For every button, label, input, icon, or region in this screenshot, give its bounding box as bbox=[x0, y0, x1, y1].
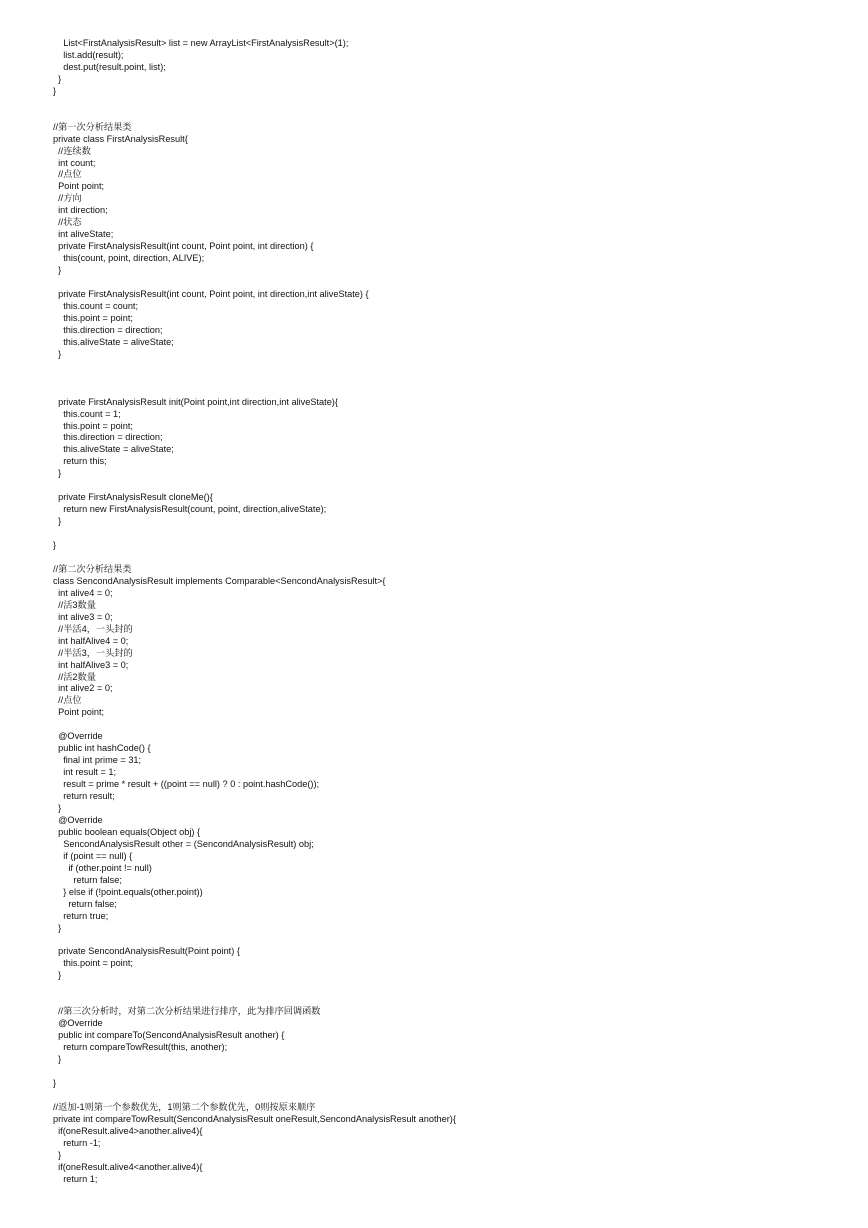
code-line: this.aliveState = aliveState; bbox=[53, 444, 174, 455]
code-line: int direction; bbox=[53, 205, 108, 216]
code-line: dest.put(result.point, list); bbox=[53, 61, 166, 72]
code-line: this.point = point; bbox=[53, 312, 133, 323]
code-line: } bbox=[53, 1077, 57, 1088]
code-line: private FirstAnalysisResult cloneMe(){ bbox=[53, 492, 213, 503]
code-line: //状态 bbox=[53, 217, 82, 228]
code-line: private class FirstAnalysisResult{ bbox=[53, 133, 188, 144]
code-line: int halfAlive3 = 0; bbox=[53, 659, 129, 670]
code-line: list.add(result); bbox=[53, 49, 124, 60]
code-line: private SencondAnalysisResult(Point point) { bbox=[53, 946, 240, 957]
code-line: int count; bbox=[53, 157, 96, 168]
code-line: } bbox=[53, 265, 62, 276]
code-line: @Override bbox=[53, 1018, 103, 1029]
code-line: @Override bbox=[53, 814, 103, 825]
code-line: this.count = 1; bbox=[53, 408, 121, 419]
code-line: } bbox=[53, 970, 62, 981]
code-line: int result = 1; bbox=[53, 767, 117, 778]
code-line: int aliveState; bbox=[53, 229, 114, 240]
code-line: public int compareTo(SencondAnalysisResult another) { bbox=[53, 1030, 285, 1041]
code-line bbox=[53, 719, 853, 731]
code-line: if (other.point != null) bbox=[53, 862, 152, 873]
code-line bbox=[53, 277, 853, 289]
code-line: this.direction = direction; bbox=[53, 432, 163, 443]
code-line bbox=[53, 982, 853, 994]
code-line: //半活4，一头封的 bbox=[53, 623, 133, 634]
code-line: List<FirstAnalysisResult> list = new ArrayList<FirstAnalysisResult>(1); bbox=[53, 38, 349, 48]
code-line: public boolean equals(Object obj) { bbox=[53, 826, 201, 837]
code-line: //活3数量 bbox=[53, 599, 96, 610]
code-line: } bbox=[53, 516, 62, 527]
code-line bbox=[53, 934, 853, 946]
code-line: return this; bbox=[53, 456, 107, 467]
code-line bbox=[53, 385, 853, 397]
code-line bbox=[53, 552, 853, 564]
code-line: if(oneResult.alive4<another.alive4){ bbox=[53, 1161, 203, 1172]
code-line: if(oneResult.alive4>another.alive4){ bbox=[53, 1125, 203, 1136]
code-line: //第三次分析时，对第二次分析结果进行排序，此为排序回调函数 bbox=[53, 1006, 321, 1017]
code-line: private FirstAnalysisResult(int count, Point point, int direction,int aliveState) { bbox=[53, 289, 369, 300]
code-line: Point point; bbox=[53, 707, 105, 718]
code-line: //返加-1则第一个参数优先，1则第二个参数优先，0则按原来顺序 bbox=[53, 1101, 316, 1112]
code-line: private FirstAnalysisResult init(Point point,int direction,int aliveState){ bbox=[53, 396, 338, 407]
code-line: //活2数量 bbox=[53, 671, 96, 682]
code-line bbox=[53, 528, 853, 540]
code-line: //第二次分析结果类 bbox=[53, 563, 132, 574]
code-line: int alive4 = 0; bbox=[53, 587, 113, 598]
code-line: //点位 bbox=[53, 169, 82, 180]
code-line: return 1; bbox=[53, 1173, 98, 1184]
code-line: SencondAnalysisResult other = (SencondAnalysisResult) obj; bbox=[53, 838, 314, 849]
code-line: int alive2 = 0; bbox=[53, 683, 113, 694]
code-line: //点位 bbox=[53, 695, 82, 706]
code-line: return new FirstAnalysisResult(count, point, direction,aliveState); bbox=[53, 504, 327, 515]
code-line bbox=[53, 373, 853, 385]
code-line: } bbox=[53, 1149, 62, 1160]
code-listing bbox=[53, 38, 853, 1186]
code-line bbox=[53, 480, 853, 492]
code-line: class SencondAnalysisResult implements Comparable<SencondAnalysisResult>{ bbox=[53, 575, 386, 586]
code-line: this.count = count; bbox=[53, 300, 139, 311]
code-line bbox=[53, 110, 853, 122]
code-line: this.point = point; bbox=[53, 420, 133, 431]
code-line: int halfAlive4 = 0; bbox=[53, 635, 129, 646]
code-line: public int hashCode() { bbox=[53, 743, 151, 754]
code-line: return true; bbox=[53, 910, 109, 921]
code-line: return false; bbox=[53, 874, 122, 885]
code-line: } bbox=[53, 1054, 62, 1065]
code-line: Point point; bbox=[53, 181, 105, 192]
code-line: return result; bbox=[53, 791, 115, 802]
code-line bbox=[53, 994, 853, 1006]
code-line: } bbox=[53, 348, 62, 359]
code-line: } bbox=[53, 73, 62, 84]
code-line: } bbox=[53, 85, 57, 96]
code-line: int alive3 = 0; bbox=[53, 611, 113, 622]
code-line: return -1; bbox=[53, 1137, 101, 1148]
code-line: private int compareTowResult(SencondAnalysisResult oneResult,SencondAnalysisResult another){ bbox=[53, 1113, 456, 1124]
code-line: result = prime * result + ((point == null) ? 0 : point.hashCode()); bbox=[53, 779, 320, 790]
code-line: this(count, point, direction, ALIVE); bbox=[53, 253, 205, 264]
code-line: } bbox=[53, 468, 62, 479]
code-line: } else if (!point.equals(other.point)) bbox=[53, 886, 203, 897]
code-line: //方向 bbox=[53, 193, 82, 204]
code-line: return compareTowResult(this, another); bbox=[53, 1042, 228, 1053]
code-line: //第一次分析结果类 bbox=[53, 121, 132, 132]
code-line: } bbox=[53, 803, 62, 813]
code-line: if (point == null) { bbox=[53, 850, 133, 861]
code-line: //连续数 bbox=[53, 145, 91, 156]
code-line bbox=[53, 98, 853, 110]
code-line: } bbox=[53, 922, 62, 933]
code-line: this.point = point; bbox=[53, 958, 133, 969]
code-line: @Override bbox=[53, 731, 103, 742]
code-line: } bbox=[53, 540, 57, 551]
code-line: this.aliveState = aliveState; bbox=[53, 336, 174, 347]
code-line: return false; bbox=[53, 898, 117, 909]
code-line: //半活3，一头封的 bbox=[53, 647, 133, 658]
code-line bbox=[53, 1066, 853, 1078]
code-line: final int prime = 31; bbox=[53, 755, 142, 766]
code-line bbox=[53, 361, 853, 373]
code-line: private FirstAnalysisResult(int count, Point point, int direction) { bbox=[53, 241, 314, 252]
code-line: this.direction = direction; bbox=[53, 324, 163, 335]
code-line bbox=[53, 1090, 853, 1102]
